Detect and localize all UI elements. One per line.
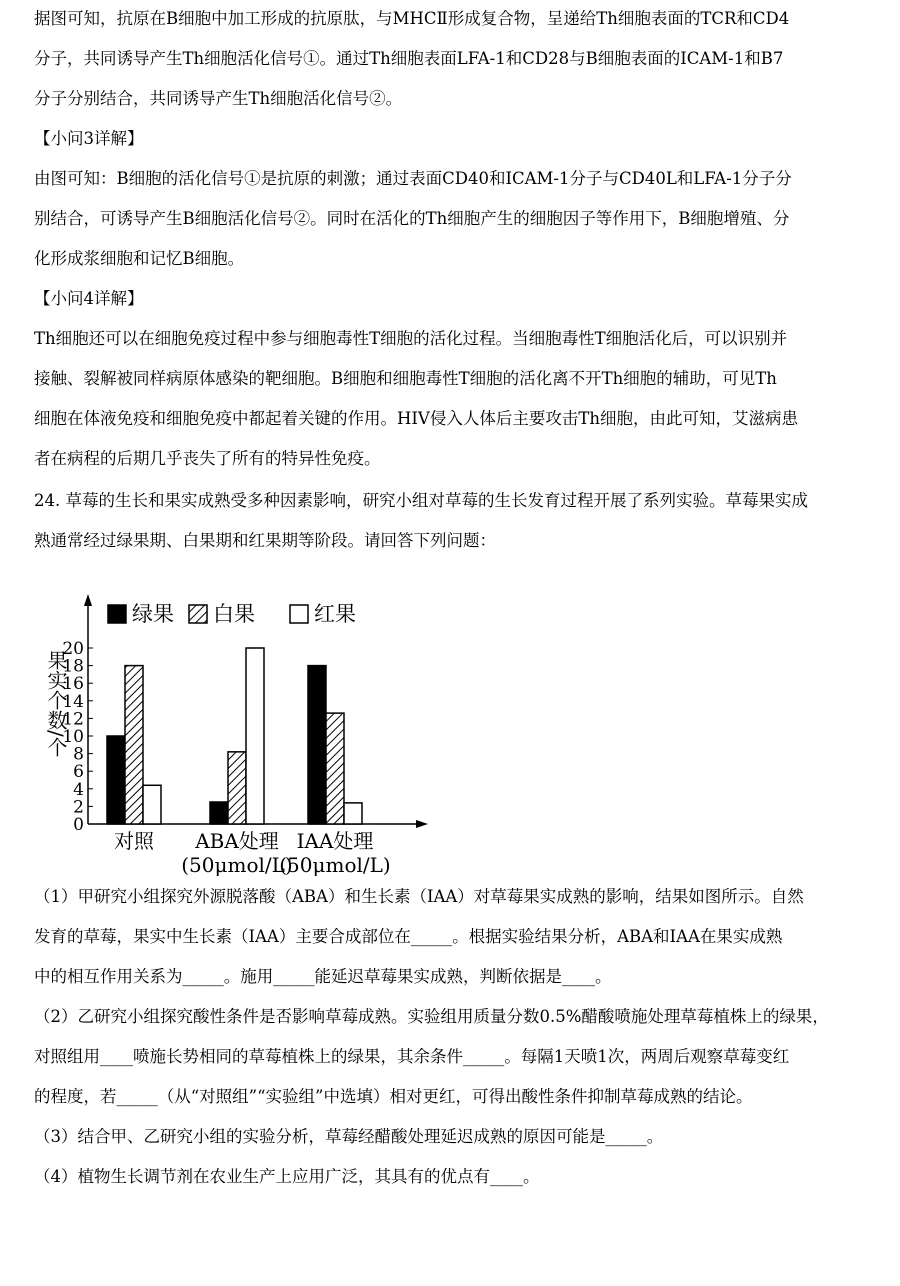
x-tick-sublabel: (50μmol/L): [181, 853, 293, 877]
text-line: 中的相互作用关系为_____。施用_____能延迟草莓果实成熟，判断依据是____。: [34, 967, 612, 986]
text-line: 据图可知，抗原在B细胞中加工形成的抗原肽，与MHCⅡ形成复合物，呈递给Th细胞表面的TCR和CD4: [34, 9, 790, 28]
bar-白果: [228, 752, 246, 824]
text-line: 分子分别结合，共同诱导产生Th细胞活化信号②。: [34, 89, 403, 108]
legend-swatch: [108, 605, 126, 623]
bar-红果: [246, 648, 264, 824]
text-line: 由图可知：B细胞的活化信号①是抗原的刺激；通过表面CD40和ICAM-1分子与CD40L和LFA-1分子分: [34, 169, 792, 188]
y-axis-label: 果实个数/个: [44, 650, 68, 757]
y-tick-label: 12: [62, 709, 84, 730]
y-axis-arrow: [84, 594, 92, 606]
legend-swatch: [290, 605, 308, 623]
text-line: 【小问4详解】: [34, 289, 144, 308]
text-line: （4）植物生长调节剂在农业生产上应用广泛，其具有的优点有____。: [34, 1167, 540, 1186]
text-line: 者在病程的后期几乎丧失了所有的特异性免疫。: [34, 449, 381, 468]
y-tick-label: 0: [73, 815, 84, 835]
text-line: （1）甲研究小组探究外源脱落酸（ABA）和生长素（IAA）对草莓果实成熟的影响，结果如图所示。自然: [34, 887, 804, 906]
text-line: （2）乙研究小组探究酸性条件是否影响草莓成熟。实验组用质量分数0.5%醋酸喷施处理草莓植株上的绿果，: [34, 1007, 829, 1026]
text-line: 对照组用____喷施长势相同的草莓植株上的绿果，其余条件_____。每隔1天喷1次，两周后观察草莓变红: [34, 1047, 790, 1066]
text-line: 24. 草莓的生长和果实成熟受多种因素影响，研究小组对草莓的生长发育过程开展了系列实验。草莓果实成: [34, 491, 808, 510]
legend-swatch: [189, 605, 207, 623]
bar-绿果: [210, 802, 228, 824]
bar-chart: [44, 588, 440, 880]
legend-label: 红果: [314, 602, 356, 626]
text-line: 发育的草莓，果实中生长素（IAA）主要合成部位在_____。根据实验结果分析，ABA和IAA在果实成熟: [34, 927, 783, 946]
x-axis-arrow: [416, 820, 428, 828]
text-line: （3）结合甲、乙研究小组的实验分析，草莓经醋酸处理延迟成熟的原因可能是_____。: [34, 1127, 664, 1146]
y-tick-label: 18: [62, 656, 84, 677]
text-line: 化形成浆细胞和记忆B细胞。: [34, 249, 245, 268]
text-line: 的程度，若_____（从“对照组”“实验组”中选填）相对更红，可得出酸性条件抑制草莓成熟的结论。: [34, 1087, 753, 1106]
text-line: 分子，共同诱导产生Th细胞活化信号①。通过Th细胞表面LFA-1和CD28与B细胞表面的ICAM-1和B7: [34, 49, 784, 68]
y-tick-label: 10: [62, 727, 84, 747]
legend-label: 白果: [213, 602, 255, 626]
text-line: 别结合，可诱导产生B细胞活化信号②。同时在活化的Th细胞产生的细胞因子等作用下，B细胞增殖、分: [34, 209, 790, 228]
y-tick-label: 8: [73, 744, 84, 765]
y-tick-label: 2: [73, 797, 84, 818]
bar-红果: [143, 785, 161, 824]
text-line: 【小问3详解】: [34, 129, 144, 148]
x-tick-label: IAA处理: [296, 829, 374, 853]
y-tick-label: 6: [73, 762, 84, 783]
x-tick-sublabel: (50μmol/L): [279, 853, 391, 877]
text-line: 熟通常经过绿果期、白果期和红果期等阶段。请回答下列问题：: [34, 531, 496, 550]
bar-绿果: [107, 736, 125, 824]
bar-绿果: [308, 666, 326, 824]
y-tick-label: 14: [62, 691, 84, 712]
x-tick-label: ABA处理: [195, 829, 279, 853]
x-tick-label: 对照: [114, 829, 154, 853]
text-line: 细胞在体液免疫和细胞免疫中都起着关键的作用。HIV侵入人体后主要攻击Th细胞，由此可知，艾滋病患: [34, 409, 798, 428]
y-tick-label: 4: [73, 779, 84, 800]
bar-白果: [125, 666, 143, 824]
text-line: 接触、裂解被同样病原体感染的靶细胞。B细胞和细胞毒性T细胞的活化离不开Th细胞的辅助，可见Th: [34, 369, 777, 388]
legend-label: 绿果: [132, 602, 174, 626]
bar-红果: [344, 803, 362, 824]
y-tick-label: 16: [62, 674, 84, 695]
y-tick-label: 20: [62, 639, 84, 659]
bar-白果: [326, 713, 344, 824]
text-line: Th细胞还可以在细胞免疫过程中参与细胞毒性T细胞的活化过程。当细胞毒性T细胞活化后，可以识别并: [34, 329, 788, 348]
